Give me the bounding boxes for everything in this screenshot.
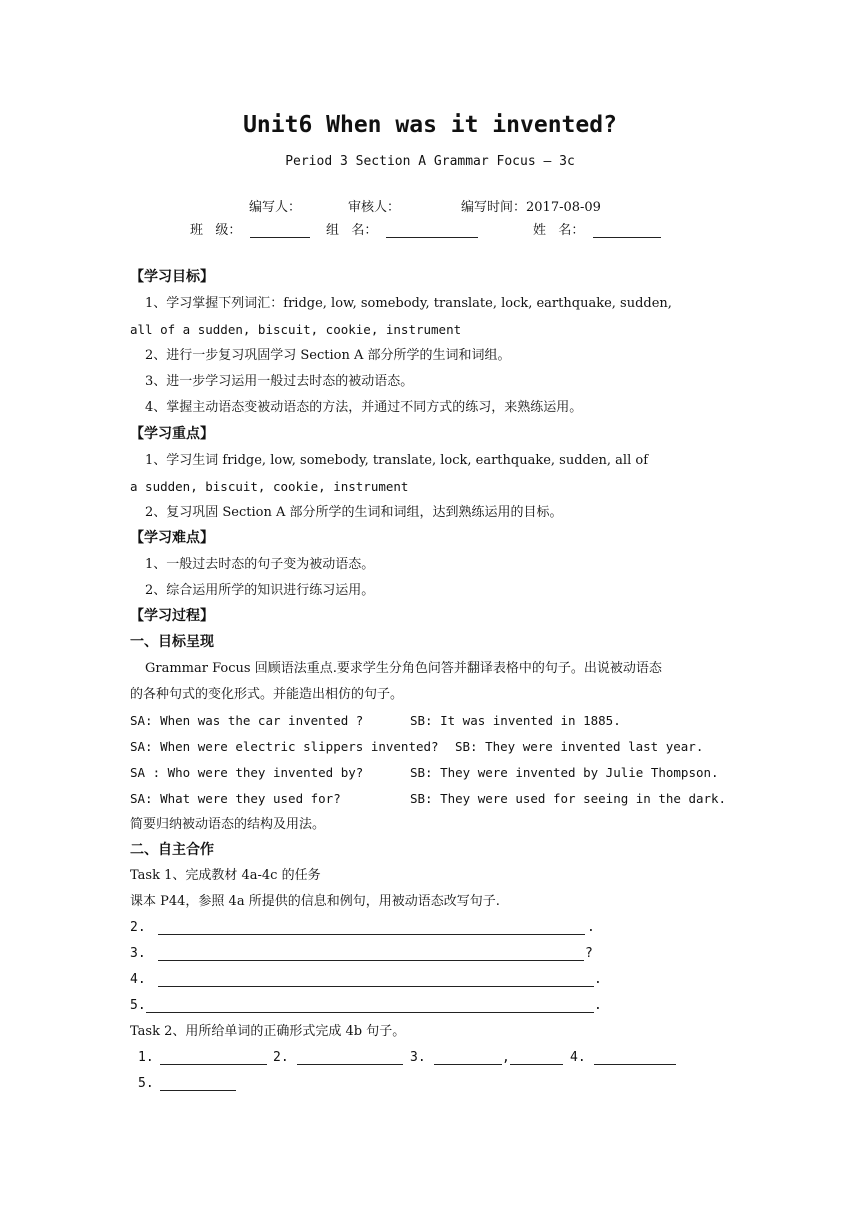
blank-number: 2. (273, 1050, 289, 1065)
task2-blank[interactable] (434, 1051, 502, 1065)
blank-number: 4. (570, 1050, 586, 1065)
part1-text: 的各种句式的变化形式。并能造出相仿的句子。 (130, 687, 404, 702)
page-subtitle: Period 3 Section A Grammar Focus – 3c (285, 154, 575, 169)
blank-number: 3. (410, 1050, 426, 1065)
task2-blank[interactable] (594, 1051, 676, 1065)
dialogue-question: SA : Who were they invented by? (130, 765, 364, 780)
objective-line: 1、学习掌握下列词汇：fridge, low, somebody, translate, lock, earthquake, sudden, (145, 296, 672, 311)
task2-blank[interactable] (160, 1051, 267, 1065)
answer-end: ? (585, 946, 593, 961)
dialogue-answer: SB: It was invented in 1885. (410, 713, 621, 728)
difficulty-line: 2、综合运用所学的知识进行练习运用。 (145, 583, 375, 598)
answer-number: 5. (130, 998, 146, 1013)
answer-number: 2. (130, 920, 146, 935)
part2-heading: 二、自主合作 (130, 842, 214, 858)
answer-line[interactable] (158, 921, 585, 935)
task2-heading: Task 2、用所给单词的正确形式完成 4b 句子。 (130, 1024, 406, 1039)
task2-blank[interactable] (297, 1051, 403, 1065)
objectives-heading: 【学习目标】 (130, 269, 214, 285)
answer-line[interactable] (158, 973, 594, 987)
answer-number: 3. (130, 946, 146, 961)
dialogue-answer: SB: They were invented by Julie Thompson. (410, 765, 719, 780)
class-label: 班 级： (190, 223, 242, 238)
answer-number: 4. (130, 972, 146, 987)
objective-line: all of a sudden, biscuit, cookie, instrument (130, 322, 462, 337)
blank-separator: , (502, 1050, 510, 1065)
task1-heading: Task 1、完成教材 4a-4c 的任务 (130, 868, 321, 883)
task1-note: 课本 P44，参照 4a 所提供的信息和例句，用被动语态改写句子. (130, 894, 500, 909)
keypoint-line: 1、学习生词 fridge, low, somebody, translate, lock, earthquake, sudden, all of (145, 453, 649, 468)
answer-end: . (594, 972, 602, 987)
group-blank[interactable] (386, 224, 478, 238)
part1-text: Grammar Focus 回顾语法重点.要求学生分角色问答并翻译表格中的句子。出说被动语态 (145, 661, 662, 676)
time-label: 编写时间：2017-08-09 (461, 200, 601, 215)
blank-number: 1. (138, 1050, 154, 1065)
dialogue-answer: SB: They were used for seeing in the dark. (410, 791, 727, 806)
objective-line: 4、掌握主动语态变被动语态的方法，并通过不同方式的练习，来熟练运用。 (145, 400, 583, 415)
part1-heading: 一、目标呈现 (130, 634, 214, 650)
blank-number: 5. (138, 1076, 154, 1091)
name-blank[interactable] (593, 224, 661, 238)
answer-line[interactable] (146, 999, 594, 1013)
summary-text: 简要归纳被动语态的结构及用法。 (130, 817, 326, 832)
class-blank[interactable] (250, 224, 310, 238)
name-label: 姓 名： (533, 223, 585, 238)
difficulty-line: 1、一般过去时态的句子变为被动语态。 (145, 557, 375, 572)
dialogue-question: SA: What were they used for? (130, 791, 341, 806)
keypoint-line: 2、复习巩固 Section A 部分所学的生词和词组，达到熟练运用的目标。 (145, 505, 563, 520)
task2-blank[interactable] (510, 1051, 563, 1065)
answer-end: . (594, 998, 602, 1013)
keypoints-heading: 【学习重点】 (130, 426, 214, 442)
reviewer-label: 审核人： (348, 200, 401, 215)
objective-line: 2、进行一步复习巩固学习 Section A 部分所学的生词和词组。 (145, 348, 511, 363)
page-title: Unit6 When was it invented? (243, 112, 617, 138)
process-heading: 【学习过程】 (130, 608, 214, 624)
answer-end: . (587, 920, 595, 935)
dialogue-question: SA: When were electric slippers invented? (130, 739, 439, 754)
difficulties-heading: 【学习难点】 (130, 530, 214, 546)
group-label: 组 名： (326, 223, 378, 238)
keypoint-line: a sudden, biscuit, cookie, instrument (130, 479, 409, 494)
objective-line: 3、进一步学习运用一般过去时态的被动语态。 (145, 374, 414, 389)
dialogue-answer: SB: They were invented last year. (455, 739, 704, 754)
answer-line[interactable] (158, 947, 584, 961)
dialogue-question: SA: When was the car invented ? (130, 713, 364, 728)
author-label: 编写人： (249, 200, 302, 215)
task2-blank[interactable] (160, 1077, 236, 1091)
